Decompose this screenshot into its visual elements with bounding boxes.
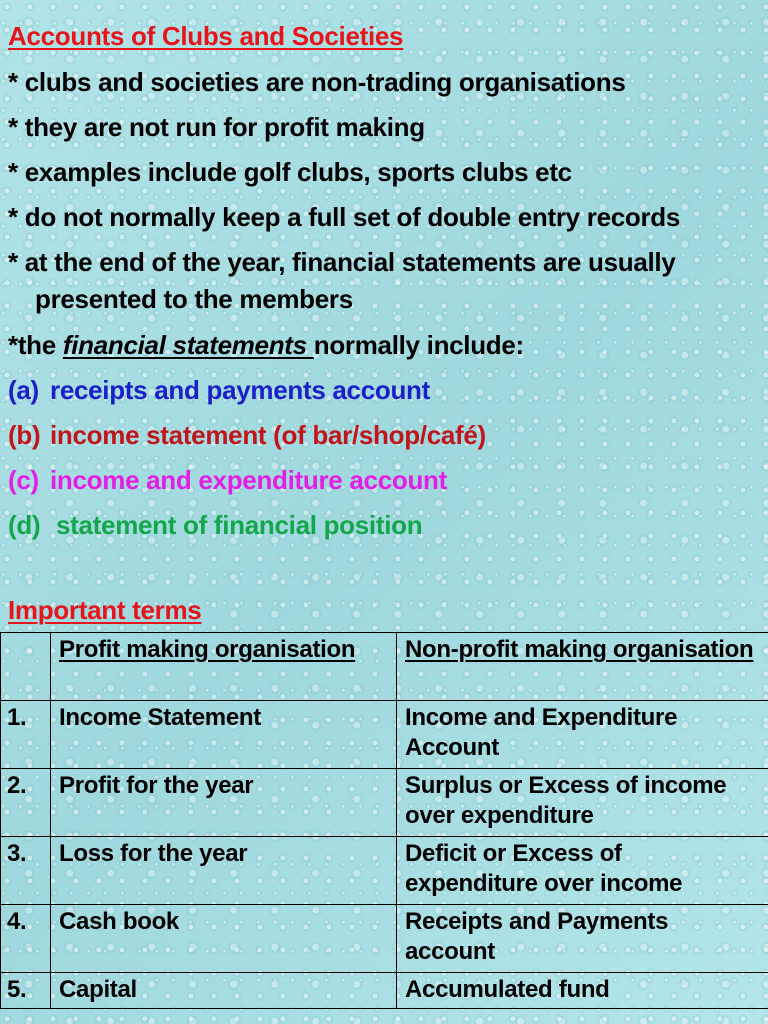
row-profit: Loss for the year <box>51 837 397 905</box>
row-num: 2. <box>1 769 51 837</box>
include-line <box>8 329 524 361</box>
bullet-2: * they are not run for profit making <box>8 112 425 142</box>
row-nonprofit: Income and Expenditure Account <box>397 701 768 769</box>
statement-b-text: income statement (of bar/shop/café) <box>50 420 486 450</box>
table-row <box>1 837 768 905</box>
header-nonprofit-text: Non-profit making organisation <box>405 636 754 663</box>
row-profit: Cash book <box>51 905 397 973</box>
statement-a-label: (a) <box>8 375 39 405</box>
row-nonprofit: Receipts and Payments account <box>397 905 768 973</box>
table-header-row <box>1 633 768 701</box>
row-profit: Capital <box>51 973 397 1009</box>
row-nonprofit: Accumulated fund <box>397 973 768 1009</box>
table-row <box>1 701 768 769</box>
statement-d-text: statement of financial position <box>56 510 423 540</box>
row-num: 3. <box>1 837 51 905</box>
statement-a-text: receipts and payments account <box>50 375 430 405</box>
row-nonprofit: Deficit or Excess of expenditure over income <box>397 837 768 905</box>
bullet-4: * do not normally keep a full set of double entry records <box>8 202 681 232</box>
include-prefix: *the <box>8 330 63 360</box>
row-num: 5. <box>1 973 51 1009</box>
slide-title: Accounts of Clubs and Societies <box>8 21 404 51</box>
terms-heading: Important terms <box>8 595 202 625</box>
row-num: 1. <box>1 701 51 769</box>
bullet-5-continuation: presented to the members <box>35 284 353 314</box>
row-num: 4. <box>1 905 51 973</box>
include-emphasis: financial statements <box>62 330 314 360</box>
statement-b-label: (b) <box>8 420 41 450</box>
table-row <box>1 973 768 1009</box>
header-profit <box>51 633 397 701</box>
row-profit: Profit for the year <box>51 769 397 837</box>
statement-b <box>8 419 486 451</box>
include-suffix: normally include: <box>313 330 524 360</box>
statement-d-label: (d) <box>8 510 41 540</box>
header-nonprofit <box>397 633 768 701</box>
bullet-1: * clubs and societies are non-trading organisations <box>8 67 626 97</box>
header-num <box>1 633 51 701</box>
statement-c-label: (c) <box>8 465 39 495</box>
statement-c <box>8 464 447 496</box>
table-row <box>1 905 768 973</box>
bullet-5: * at the end of the year, financial statements are usually <box>8 247 676 277</box>
row-profit: Income Statement <box>51 701 397 769</box>
bullet-3: * examples include golf clubs, sports clubs etc <box>8 157 572 187</box>
statement-c-text: income and expenditure account <box>50 465 447 495</box>
statement-a <box>8 374 430 406</box>
header-profit-text: Profit making organisation <box>59 636 356 663</box>
statement-d <box>8 509 422 541</box>
terms-table <box>0 632 768 1009</box>
row-nonprofit: Surplus or Excess of income over expenditure <box>397 769 768 837</box>
table-row <box>1 769 768 837</box>
